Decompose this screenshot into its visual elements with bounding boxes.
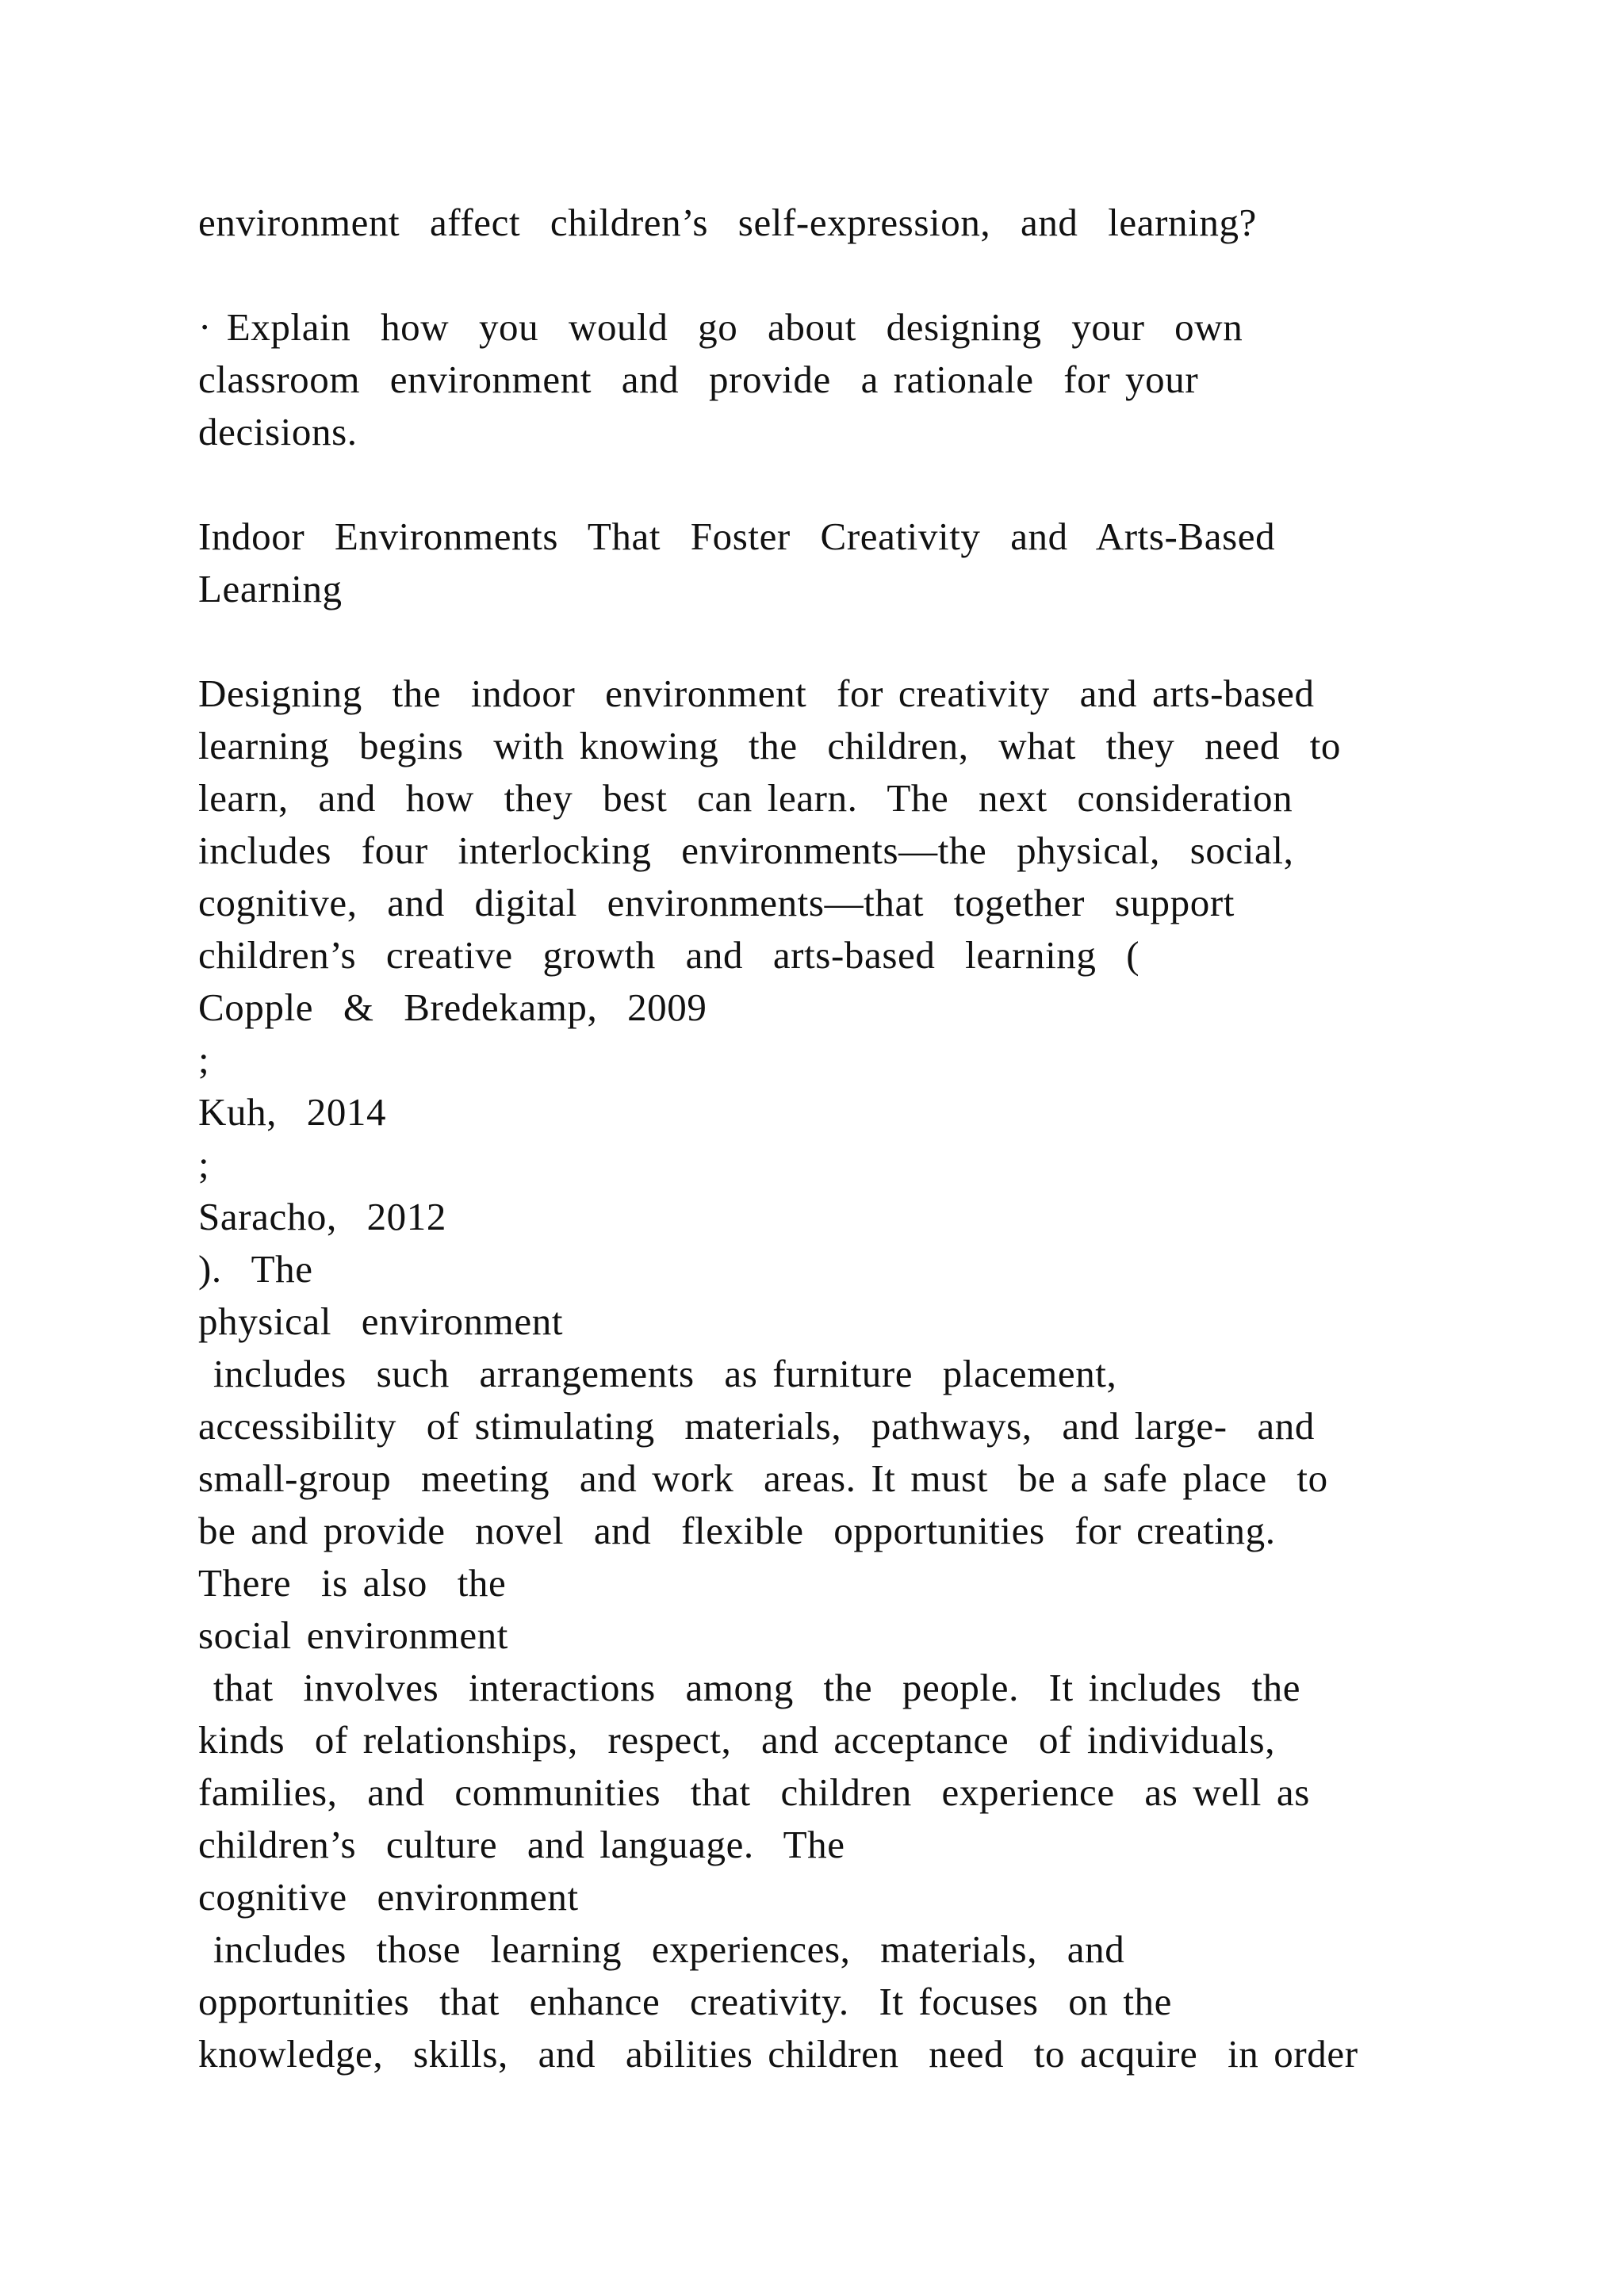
citation-line: Saracho, 2012 bbox=[198, 1195, 446, 1238]
text-line: decisions. bbox=[198, 410, 358, 453]
term-line: physical environment bbox=[198, 1299, 564, 1343]
blank-line bbox=[198, 249, 1594, 301]
text-line: kinds of relationships, respect, and acceptance of individuals, bbox=[198, 1718, 1276, 1762]
document-body bbox=[198, 197, 1594, 2080]
text-line: ). The bbox=[198, 1247, 313, 1291]
text-line: includes such arrangements as furniture placement, bbox=[198, 1352, 1117, 1395]
text-line: environment affect children’s self-expression, and learning? bbox=[198, 201, 1257, 244]
blank-line bbox=[198, 458, 1594, 511]
text-line: There is also the bbox=[198, 1561, 507, 1605]
text-line: that involves interactions among the people. It includes the bbox=[198, 1666, 1301, 1709]
blank-line bbox=[198, 615, 1594, 668]
section-heading-line: Learning bbox=[198, 567, 343, 610]
text-line: opportunities that enhance creativity. It focuses on the bbox=[198, 1980, 1172, 2023]
text-line: small-group meeting and work areas. It must be a safe place to bbox=[198, 1456, 1328, 1500]
text-line: accessibility of stimulating materials, pathways, and large- and bbox=[198, 1404, 1315, 1448]
citation-separator: ; bbox=[198, 1038, 210, 1081]
citation-line: Kuh, 2014 bbox=[198, 1090, 387, 1134]
text-line: children’s creative growth and arts-based learning ( bbox=[198, 933, 1140, 977]
text-line: knowledge, skills, and abilities children need to acquire in order bbox=[198, 2032, 1358, 2076]
text-line: Designing the indoor environment for creativity and arts-based bbox=[198, 672, 1315, 715]
text-line: includes four interlocking environments—the physical, social, bbox=[198, 828, 1294, 872]
term-line: social environment bbox=[198, 1613, 508, 1657]
text-line: be and provide novel and flexible opportunities for creating. bbox=[198, 1509, 1276, 1552]
text-line: families, and communities that children experience as well as bbox=[198, 1770, 1310, 1814]
text-line: includes those learning experiences, materials, and bbox=[198, 1927, 1125, 1971]
citation-separator: ; bbox=[198, 1142, 210, 1186]
section-heading-line: Indoor Environments That Foster Creativity and Arts-Based bbox=[198, 515, 1276, 558]
text-line: learn, and how they best can learn. The next consideration bbox=[198, 776, 1293, 820]
citation-line: Copple & Bredekamp, 2009 bbox=[198, 985, 707, 1029]
text-line: · Explain how you would go about designing your own bbox=[198, 305, 1243, 349]
text-line: learning begins with knowing the children, what they need to bbox=[198, 724, 1342, 767]
text-line: cognitive, and digital environments—that together support bbox=[198, 881, 1235, 924]
text-line: children’s culture and language. The bbox=[198, 1823, 845, 1866]
text-line: classroom environment and provide a rationale for your bbox=[198, 358, 1199, 401]
term-line: cognitive environment bbox=[198, 1875, 579, 1919]
